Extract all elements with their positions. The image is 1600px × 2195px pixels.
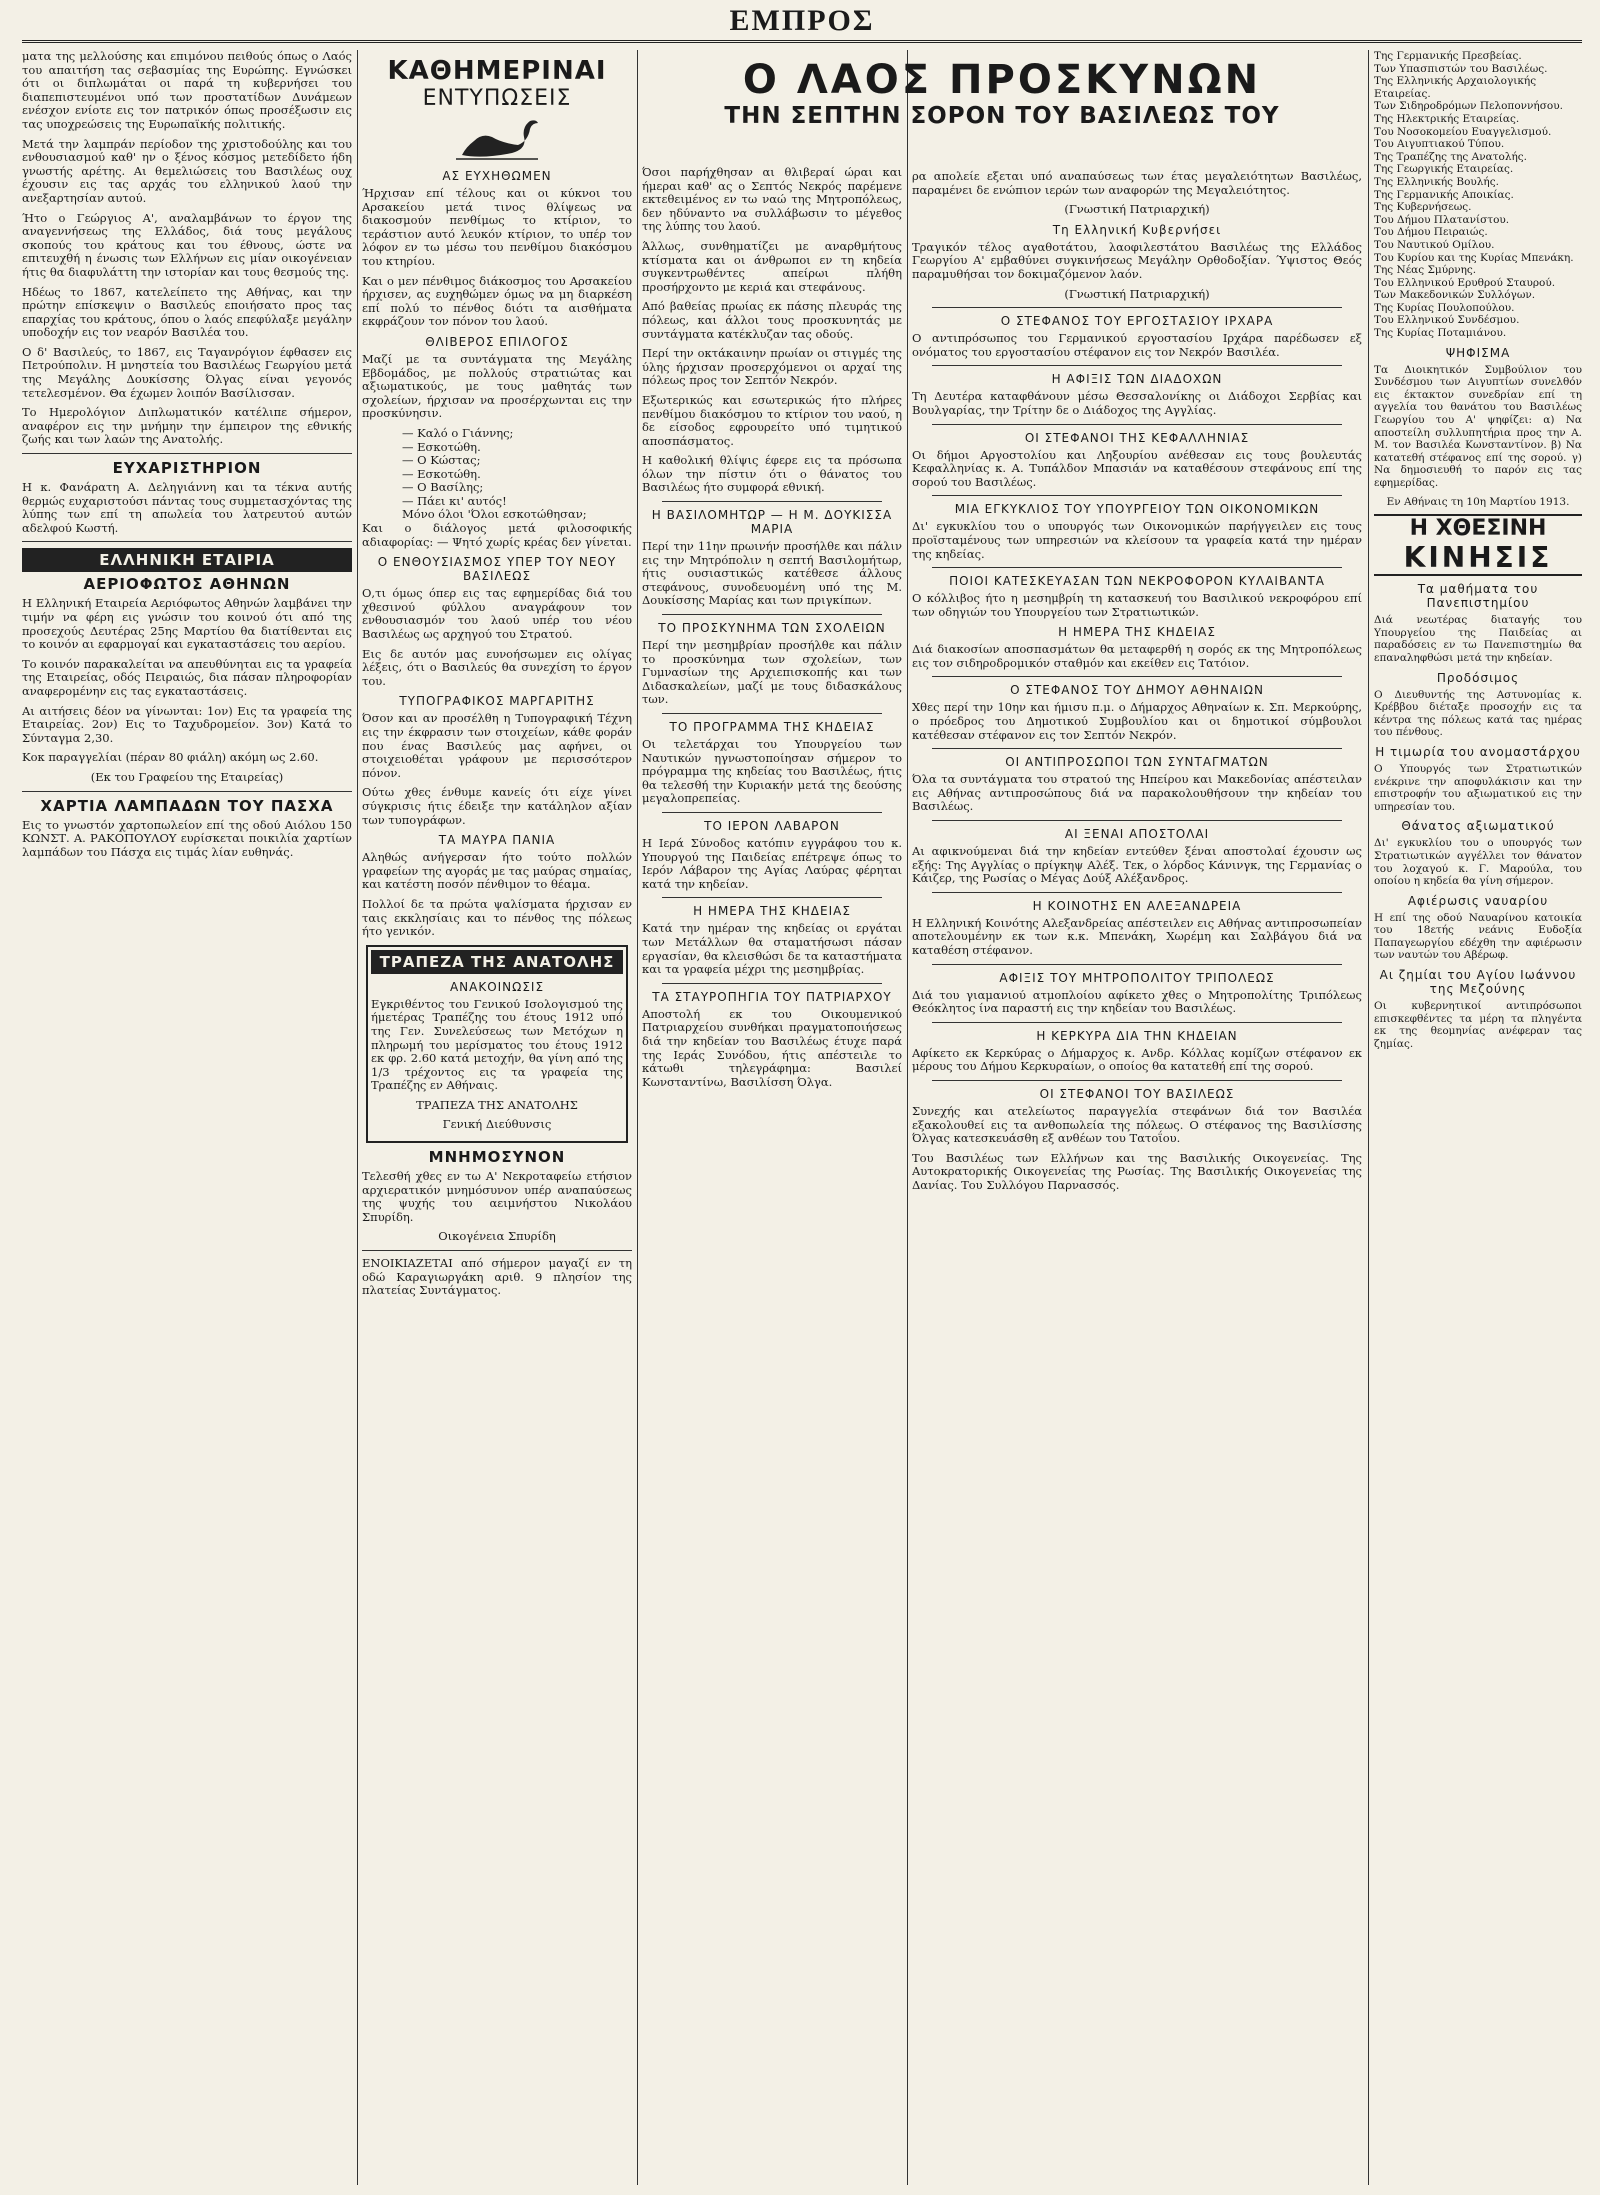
section-heading: ΟΙ ΣΤΕΦΑΝΟΙ ΤΗΣ ΚΕΦΑΛΛΗΝΙΑΣ bbox=[1024, 430, 1250, 445]
article-paragraph: Δι' εγκυκλίου του ο υπουργός των Οικονομικών παρήγγειλεν εις τους προϊσταμένους των υπηρεσιών να κλείσουν τα γραφεία κατά την ημέραν της κηδείας. bbox=[912, 519, 1362, 561]
article-paragraph: Χθες περί την 10ην και ήμισυ π.μ. ο Δήμαρχος Αθηναίων κ. Σπ. Μερκούρης, ο πρόεδρος του Δημοτικού Συμβουλίου και οι δημοτικοί σύμβουλοι κατέθεσαν στέφανον εις τον Σεπτόν Νεκρόν. bbox=[912, 700, 1362, 742]
column-rule bbox=[1368, 50, 1369, 2185]
bank-signature-sub: Γενική Διεύθυνσις bbox=[442, 1117, 552, 1132]
section-heading: ΤΟ ΠΡΟΣΚΥΝΗΜΑ ΤΩΝ ΣΧΟΛΕΙΩΝ bbox=[658, 621, 886, 636]
list-item: Των Μακεδονικών Συλλόγων. bbox=[1374, 289, 1536, 302]
headline: Ο ΛΑΟΣ ΠΡΟΣΚΥΝΩΝ bbox=[742, 57, 1262, 103]
section-heading: ΠΟΙΟΙ ΚΑΤΕΣΚΕΥΑΣΑΝ ΤΩΝ ΝΕΚΡΟΦΟΡΟΝ ΚΥΛΑΙΒΑΝΤΑ bbox=[949, 574, 1325, 589]
bank-subtitle: ΑΝΑΚΟΙΝΩΣΙΣ bbox=[449, 979, 545, 994]
gas-company-title: ΕΛΛΗΝΙΚΗ ΕΤΑΙΡΙΑ bbox=[22, 548, 352, 572]
dialogue-line: — Πάει κι' αυτός! bbox=[402, 493, 507, 508]
news-paragraph: Ο Υπουργός των Στρατιωτικών ενέκρινε την αποφυλάκισιν και την επιστροφήν του αξιωματικού εις την υπηρεσίαν του. bbox=[1374, 762, 1582, 813]
divider bbox=[362, 1250, 632, 1251]
rent-ad: ΕΝΟΙΚΙΑΖΕΤΑΙ από σήμερον μαγαζί εν τη οδώ Καραγιωργάκη αριθ. 9 πλησίον της πλατείας Συντάγματος. bbox=[362, 1256, 632, 1298]
gas-paragraph: Η Ελληνική Εταιρεία Αεριόφωτος Αθηνών λαμβάνει την τιμήν να φέρη εις γνώσιν του κοινού ότι από της προσεχούς Δευτέρας 25ης Μαρτίου θα διατίθενται εις το κοινόν αι εφαρμογαί και εγκαταστάσεις του αερίου. bbox=[22, 596, 352, 652]
dialogue-line: — Ο Κώστας; bbox=[402, 453, 481, 468]
divider bbox=[662, 897, 882, 898]
column-rule bbox=[637, 50, 638, 2185]
resolution-signature: Εν Αθήναις τη 10η Μαρτίου 1913. bbox=[1386, 495, 1570, 508]
impression-paragraph: Όσον και αν προσέλθη η Τυπογραφική Τέχνη εις την έκφρασιν των στοιχείων, κάθε φοράν που ένας Βασιλεύς μας αφήνει, οι στοιχειοθέται γράφουν με περισσότερον πόνον. bbox=[362, 711, 632, 780]
column-4 bbox=[912, 170, 1362, 2185]
list-item: Της Νέας Σμύρνης. bbox=[1374, 264, 1477, 277]
thanks-title: ΕΥΧΑΡΙΣΤΗΡΙΟΝ bbox=[112, 459, 262, 478]
impression-paragraph: Ούτω χθες ένθυμε κανείς ότι είχε γίνει σύγκρισις ήτις έδειξε την κατάληλον αξίαν των τυπογράφων. bbox=[362, 785, 632, 827]
article-paragraph: Αφίκετο εκ Κερκύρας ο Δήμαρχος κ. Ανδρ. Κόλλας κομίζων στέφανον εκ μέρους του Δήμου Κερκυραίων, ο οποίος θα κατατεθή επί της σορού. bbox=[912, 1045, 1362, 1074]
movement-title-top: Η ΧΘΕΣΙΝΗ bbox=[1374, 514, 1582, 541]
section-heading: Η ΑΦΙΞΙΣ ΤΩΝ ΔΙΑΔΟΧΩΝ bbox=[1051, 372, 1223, 387]
news-heading: Η τιμωρία του ανομαστάρχου bbox=[1375, 744, 1581, 759]
news-heading: Τα μαθήματα του Πανεπιστημίου bbox=[1417, 582, 1539, 611]
article-paragraph: Το Ημερολόγιον Διπλωματικόν κατέλιπε σήμερον, αναφέρον εις την μνήμην την έμπειρον της εθνικής ζωής και των λαών της Ανατολής. bbox=[22, 405, 352, 447]
column-2 bbox=[362, 50, 632, 2185]
section-heading: ΑΙ ΞΕΝΑΙ ΑΠΟΣΤΟΛΑΙ bbox=[1064, 827, 1210, 842]
article-paragraph: Όσοι παρήχθησαν αι θλιβεραί ώραι και ήμεραι καθ' ας ο Σεπτός Νεκρός παρέμενε εκτεθειμένος εν τω ναώ της Μητροπόλεως, δεν ηδύναντο να συλλάβωσιν το μέγεθος της λύπης του λαού. bbox=[642, 165, 902, 234]
paper-ad-text: Εις το γνωστόν χαρτοπωλείον επί της οδού Αιόλου 150 ΚΩΝΣΤ. Α. ΡΑΚΟΠΟΥΛΟΥ ευρίσκεται ποικιλία χαρτίων λαμπάδων του Πάσχα εις τιμάς λίαν ευθηνάς. bbox=[22, 817, 352, 859]
section-heading: Τη Ελληνική Κυβερνήσει bbox=[1052, 222, 1222, 237]
column-5 bbox=[1374, 50, 1582, 2185]
section-heading: ΤΟ ΙΕΡΟΝ ΛΑΒΑΡΟΝ bbox=[704, 818, 840, 833]
list-item: Της Γερμανικής Αποικίας. bbox=[1374, 188, 1514, 201]
divider bbox=[932, 424, 1342, 425]
article-paragraph: Ήτο ο Γεώργιος Α', αναλαμβάνων το έργον της αναγεννήσεως της Ελλάδος, διά τους μεγάλους σκοπούς του κράτους και του έθνους, ώστε να επιτευχθή η ένωσις των Ελλήνων εις μίαν οικογένειαν ήτις θα διαφυλάττη την ιστορίαν και τους θεσμούς της. bbox=[22, 210, 352, 279]
divider bbox=[932, 365, 1342, 366]
impression-paragraph: Ήρχισαν επί τέλους και οι κύκνοι του Αρσακείου μετά τινος θλίψεως να διακοσμούν πενθίμως το κτίριον, το τεράστιον αυτό λευκόν κτίριον, το υπέρ τον λόφον εν τω μέσω του πενθίμου διακόσμου του κτηρίου. bbox=[362, 186, 632, 268]
impression-title: Ο ΕΝΘΟΥΣΙΑΣΜΟΣ ΥΠΕΡ ΤΟΥ ΝΕΟΥ ΒΑΣΙΛΕΩΣ bbox=[377, 555, 617, 584]
list-item: Της Κυρίας Πουλοπούλου. bbox=[1374, 301, 1515, 314]
daily-section-title: ΚΑΘΗΜΕΡΙΝΑΙ bbox=[387, 56, 607, 86]
news-paragraph: Ο Διευθυντής της Αστυνομίας κ. Κρέββου διέταξε προσοχήν εις τα κέντρα της πόλεως κατά τας ημέρας του πένθους. bbox=[1374, 688, 1582, 739]
article-paragraph: Τραγικόν τέλος αγαθοτάτου, λαοφιλεστάτου Βασιλέως της Ελλάδος Γεωργίου Α' εμβαθύνει συγκινήσεως Μεγάλην Ορθοδοξίαν. Ύψιστος Θεός παραμυθήσαι τον δοκιμαζόμενον λαόν. bbox=[912, 239, 1362, 281]
divider bbox=[22, 791, 352, 792]
section-heading: Ο ΣΤΕΦΑΝΟΣ ΤΟΥ ΕΡΓΟΣΤΑΣΙΟΥ ΙΡΧΑΡΑ bbox=[1000, 314, 1274, 329]
divider bbox=[932, 567, 1342, 568]
subheadline: ΤΗΝ ΣΕΠΤΗΝ ΣΟΡΟΝ ΤΟΥ ΒΑΣΙΛΕΩΣ ΤΟΥ bbox=[724, 103, 1280, 129]
memorial-title: ΜΝΗΜΟΣΥΝΟΝ bbox=[428, 1148, 566, 1167]
section-paragraph: Περί την μεσημβρίαν προσήλθε και πάλιν το προσκύνημα των σχολείων, των Γυμνασίων της Αρχιεπισκοπής και των Διδασκαλείων, μαζί με τους διδασκάλους των. bbox=[642, 638, 902, 707]
list-item: Της Κυρίας Ποταμιάνου. bbox=[1374, 327, 1507, 340]
article-paragraph: Μετά την λαμπράν περίοδον της χριστοδούλης και του ενθουσιασμού καθ' ην ο ξένος κόσμος μετεδίδετο ήδη γνωστής αρέτης. Αι θεμελιώσεις του Βασιλέως ουχ έχουσιν εις τας αρχάς του ελληνικού λαού την ανεξαρτησίαν αυτού. bbox=[22, 136, 352, 205]
news-heading: Προδόσιμος bbox=[1436, 670, 1520, 685]
article-paragraph: Αι αφικνούμεναι διά την κηδείαν εντεύθεν ξέναι αποστολαί έχουσιν ως εξής: Της Αγγλίας ο πρίγκηψ Αλέξ. Τεκ, ο λόρδος Κάνινγκ, της Γερμανίας ο Κάιζερ, της Ρωσίας ο Μέγας Δούξ Αλέξανδρος. bbox=[912, 844, 1362, 886]
section-heading: ΟΙ ΑΝΤΙΠΡΟΣΩΠΟΙ ΤΩΝ ΣΥΝΤΑΓΜΑΤΩΝ bbox=[1005, 755, 1269, 770]
list-item: Του Δήμου Πειραιώς. bbox=[1374, 226, 1488, 239]
section-paragraph: Οι τελετάρχαι του Υπουργείου των Ναυτικών ηγνωστοποίησαν σήμερον το πρόγραμμα της κηδείας του Βασιλέως, ήτις θα τελεσθή την Κυριακήν μετά της δεούσης μεγαλοπρεπείας. bbox=[642, 737, 902, 806]
article-paragraph: Από βαθείας πρωίας εκ πάσης πλευράς της πόλεως, και άλλοι τους προσκυνητάς με συντάγματα κατέκλυζαν τας οδούς. bbox=[642, 299, 902, 341]
list-item: Του Ελληνικού Ερυθρού Σταυρού. bbox=[1374, 276, 1556, 289]
gas-paragraph: Κοκ παραγγελίαι (πέραν 80 φιάλη) ακόμη ως 2.60. bbox=[22, 750, 319, 765]
section-heading: ΟΙ ΣΤΕΦΑΝΟΙ ΤΟΥ ΒΑΣΙΛΕΩΣ bbox=[1039, 1086, 1235, 1101]
gas-company-subtitle: ΑΕΡΙΟΦΩΤΟΣ ΑΘΗΝΩΝ bbox=[83, 575, 291, 594]
divider bbox=[932, 748, 1342, 749]
section-paragraph: Περί την 11ην πρωινήν προσήλθε και πάλιν εις την Μητρόπολιν η σεπτή Βασιλομήτωρ, ήτις ουσιαστικώς κατέθεσε άλλους στεφάνους, συνοδευομένη υπό της Μ. Δουκίσσης Μαρίας και των πριγκίπων. bbox=[642, 539, 902, 608]
article-paragraph: Ηδέως το 1867, κατελείπετο της Αθήνας, και την πρώτην επίσκεψιν ο Βασιλεύς εποιήσατο προς τας επαρχίας του κράτους, όπου ο λαός επεφύλαξε μεγάλην υποδοχήν εις τον νεαρόν Βασιλέα του. bbox=[22, 284, 352, 340]
section-heading: Η ΚΕΡΚΥΡΑ ΔΙΑ ΤΗΝ ΚΗΔΕΙΑΝ bbox=[1036, 1028, 1238, 1043]
movement-title: ΚΙΝΗΣΙΣ bbox=[1374, 541, 1582, 576]
bank-notice bbox=[366, 945, 628, 1143]
impression-title: ΤΑ ΜΑΥΡΑ ΠΑΝΙΑ bbox=[438, 833, 556, 848]
gas-paragraph: Το κοινόν παρακαλείται να απευθύνηται εις τα γραφεία της Εταιρείας, οδός Πειραιώς, δια πάσαν πληροφορίαν αναφερομένην εις τας εγκαταστάσεις. bbox=[22, 656, 352, 698]
dialogue-line: — Καλό ο Γιάννης; bbox=[402, 425, 514, 440]
article-paragraph: Άλλως, συνθηματίζει με αναρθμήτους κτίσματα και οι άνθρωποι εν τη κηδεία συγκεντρωθέντες απείρωι πλήθη προσήρχοντο με κεριά και στεφάνους. bbox=[642, 238, 902, 294]
section-paragraph: Κατά την ημέραν της κηδείας οι εργάται των Μετάλλων θα σταματήσωσι πάσαν εργασίαν, θα κλεισθώσι δε τα καταστήματα και τα γραφεία μέχρι της μεσημβρίας. bbox=[642, 921, 902, 977]
bank-text: Εγκριθέντος του Γενικού Ισολογισμού της ήμετέρας Τραπέζης του έτους 1912 υπό της Γεν. Συνελεύσεως των Μετόχων η πληρωμή του μερίσματος του έτους 1912 εκ φρ. 2.60 κατά μετοχήν, θα γίνη από της 1/3 τρέχοντος εις τα γραφεία της Τραπέζης εν Αθήναις. bbox=[371, 996, 623, 1093]
dialogue bbox=[362, 427, 632, 522]
column-rule bbox=[357, 50, 358, 2185]
article-paragraph: Ο κόλλιβος ήτο η μεσημβρίη τη κατασκευή του Βασιλικού νεκροφόρου επί των οδηγιών του Υπουργείου των Στρατιωτικών. bbox=[912, 591, 1362, 619]
article-paragraph: Διά διακοσίων αποσπασμάτων θα μεταφερθή η σορός εκ της Μητροπόλεως εις τον σιδηροδρομικόν σταθμόν και εκείθεν εις Τατόιον. bbox=[912, 642, 1362, 670]
impression-paragraph: Και ο μεν πένθιμος διάκοσμος του Αρσακείου ήρχισεν, ας ευχηθώμεν όμως να μη διαρκέση επί πολύ το πένθος διότι τα αισθήματα εκφράζουν τον πόνον του λαού. bbox=[362, 273, 632, 329]
dialogue-line: — Εσκοτώθη. bbox=[402, 439, 481, 454]
list-item: Της Ελληνικής Βουλής. bbox=[1374, 175, 1499, 188]
divider bbox=[932, 1022, 1342, 1023]
column-rule bbox=[907, 50, 908, 2185]
gas-note: (Εκ του Γραφείου της Εταιρείας) bbox=[90, 769, 284, 784]
news-heading: Θάνατος αξιωματικού bbox=[1401, 819, 1555, 834]
resolution-text: Τα Διοικητικόν Συμβούλιον του Συνδέσμου των Αιγυπτίων συνελθόν εις έκτακτον συνεδρίαν επί τη αγγελία του θανάτου του Βασιλέως Γεωργίου του Α' ψηφίζει: α) Να αποστείλη συλλυπητήρια προς την Α. Μ. τον Βασιλέα Κωνσταντίνον. β) Να κατατεθή στέφανος επί της σορού. γ) Να δημοσιευθή το παρόν εις τας εφημερίδας. bbox=[1374, 363, 1582, 489]
list-item: Της Γερμανικής Πρεσβείας. bbox=[1374, 50, 1522, 62]
article-paragraph: Οι δήμοι Αργοστολίου και Ληξουρίου ανέθεσαν εις τους βουλευτάς Κεφαλληνίας κ. Α. Τυπάλδον Μπασιάν να καταθέσουν στεφάνους επί της σορού του Βασιλέως. bbox=[912, 447, 1362, 489]
memorial-text: Τελεσθή χθες εν τω Α' Νεκροταφείω ετήσιον αρχιερατικόν μνημόσυνον υπέρ αναπαύσεως της ψυχής του αειμνήστου Νικολάου Σπυρίδη. bbox=[362, 1169, 632, 1224]
impression-title: ΑΣ ΕΥΧΗΘΩΜΕΝ bbox=[442, 169, 552, 183]
swan-icon bbox=[452, 115, 542, 163]
section-heading: ΑΦΙΞΙΣ ΤΟΥ ΜΗΤΡΟΠΟΛΙΤΟΥ ΤΡΙΠΟΛΕΩΣ bbox=[999, 970, 1275, 985]
divider bbox=[932, 676, 1342, 677]
divider bbox=[932, 307, 1342, 308]
section-heading: Η ΗΜΕΡΑ ΤΗΣ ΚΗΔΕΙΑΣ bbox=[1058, 625, 1216, 640]
paper-ad-title: ΧΑΡΤΙΑ ΛΑΜΠΑΔΩΝ ΤΟΥ ΠΑΣΧΑ bbox=[40, 796, 334, 815]
article-paragraph: Όλα τα συντάγματα του στρατού της Ηπείρου και Μακεδονίας απέστειλαν εις Αθήνας αντιπροσώπους διά να παρακολουθήσουν την κηδείαν του Βασιλέως. bbox=[912, 772, 1362, 814]
memorial-signature: Οικογένεια Σπυρίδη bbox=[438, 1229, 556, 1244]
news-paragraph: Διά νεωτέρας διαταγής του Υπουργείου της Παιδείας αι παραδόσεις εν τω Πανεπιστημίω θα επαναληφθώσι μετά την κηδείαν. bbox=[1374, 614, 1582, 664]
source-note: (Γνωστική Πατριαρχική) bbox=[1064, 286, 1210, 301]
list-item: Της Ελληνικής Αρχαιολογικής Εταιρείας. bbox=[1374, 75, 1537, 100]
article-paragraph: Συνεχής και ατελείωτος παραγγελία στεφάνων διά τον Βασιλέα εξακολουθεί εις τα ανθοπωλεία της πόλεως. Ο στέφανος της Βασιλίσσης Όλγας κατεσκευάσθη εξ ανθέων του Τατοΐου. bbox=[912, 1103, 1362, 1146]
section-heading: Η ΚΟΙΝΟΤΗΣ ΕΝ ΑΛΕΞΑΝΔΡΕΙΑ bbox=[1032, 898, 1242, 913]
article-paragraph: Τη Δευτέρα καταφθάνουν μέσω Θεσσαλονίκης οι Διάδοχοι Σερβίας και Βουλγαρίας, την Τρίτην δε ο Διάδοχος της Αγγλίας. bbox=[912, 389, 1362, 417]
article-paragraph: Του Βασιλέως των Ελλήνων και της Βασιλικής Οικογενείας. Της Αυτοκρατορικής Οικογενείας της Ρωσίας. Της Βασιλικής Οικογενείας της Δανίας. Του Συλλόγου Παρνασσός. bbox=[912, 1150, 1362, 1192]
article-paragraph: ρα απολείε εξεται υπό αναπαύσεως των έτας μεγαλειότητων Βασιλέως, παραμένει δε ενώπιον ιερών των αναφορών της Μεγαλειότητος. bbox=[912, 170, 1362, 197]
impression-paragraph: Πολλοί δε τα πρώτα ψαλίσματα ήρχισαν εν ταις εκκλησίαις και το πένθος της πόλεως ήτο γενικόν. bbox=[362, 896, 632, 939]
impression-paragraph: Εις δε αυτόν μας ευνοήσωμεν εις ολίγας λέξεις, ότι ο Βασιλεύς θα συνεχίση το έργον του. bbox=[362, 646, 632, 688]
masthead: ΕΜΠΡΟΣ bbox=[729, 4, 875, 37]
list-item: Του Νοσοκομείου Ευαγγελισμού. bbox=[1374, 125, 1552, 138]
news-heading: Αι ζημίαι του Αγίου Ιωάννου της Μεζούνης bbox=[1379, 968, 1577, 997]
dialogue-line: — Εσκοτώθη. bbox=[402, 466, 481, 481]
section-heading: Η ΒΑΣΙΛΟΜΗΤΩΡ — Η Μ. ΔΟΥΚΙΣΣΑ ΜΑΡΙΑ bbox=[651, 508, 893, 537]
divider bbox=[662, 812, 882, 813]
impressions-title: ΕΝΤΥΠΩΣΕΙΣ bbox=[422, 86, 572, 111]
section-paragraph: Η Ιερά Σύνοδος κατόπιν εγγράφου του κ. Υπουργού της Παιδείας επέτρεψε όπως το Ιερόν Λάβαρον της Αγίας Λαύρας φέρηται κατά την κηδείαν. bbox=[642, 835, 902, 891]
list-item: Του Ναυτικού Ομίλου. bbox=[1374, 238, 1495, 251]
divider bbox=[662, 983, 882, 984]
section-paragraph: Αποστολή εκ του Οικουμενικού Πατριαρχείου συνθήκαι πραγματοποιήσεως διά την κηδείαν του Βασιλέως έτυχε παρά της Ιεράς Συνόδου, ήτις απέστειλε το κάτωθι τηλεγράφημα: Βασιλεί Κωνσταντίνω, Βασιλίσση Όλγα. bbox=[642, 1006, 902, 1089]
divider bbox=[662, 614, 882, 615]
top-rule bbox=[22, 40, 1582, 43]
impression-paragraph: Αληθώς ανήγερσαν ήτο τούτο πολλών γραφείων της αγοράς με τας μαύρας σημαίας, και κατέστη ποσόν πένθιμον το θέαμα. bbox=[362, 850, 632, 892]
list-item: Του Κυρίου και της Κυρίας Μπενάκη. bbox=[1374, 251, 1574, 264]
bank-title: ΤΡΑΠΕΖΑ ΤΗΣ ΑΝΑΤΟΛΗΣ bbox=[371, 950, 623, 974]
divider bbox=[22, 541, 352, 542]
dialogue-line: — Ο Βασίλης; bbox=[402, 480, 484, 495]
section-heading: ΤΑ ΣΤΑΥΡΟΠΗΓΙΑ ΤΟΥ ΠΑΤΡΙΑΡΧΟΥ bbox=[652, 989, 892, 1004]
article-paragraph: Περί την οκτάκαινην πρωίαν οι στιγμές της ύλης ήρχισαν προσερχόμενοι οι αρχαί της πόλεως προς τον Σεπτόν Νεκρόν. bbox=[642, 346, 902, 388]
article-paragraph: Ο αντιπρόσωπος του Γερμανικού εργοστασίου Ιρχάρα παρέδωσεν εξ ονόματος του εργοστασίου στέφανον εις τον Νεκρόν Βασιλέα. bbox=[912, 331, 1362, 359]
section-heading: Η ΗΜΕΡΑ ΤΗΣ ΚΗΔΕΙΑΣ bbox=[693, 904, 851, 919]
list-item: Των Υπασπιστών του Βασιλέως. bbox=[1374, 62, 1548, 75]
bank-signature: ΤΡΑΠΕΖΑ ΤΗΣ ΑΝΑΤΟΛΗΣ bbox=[416, 1097, 578, 1112]
article-paragraph: ματα της μελλούσης και επιμόνου πειθούς όπως ο Λαός του απαιτήση τας σεβασμίας της Ευρώπης. Εγνώσκει ότι οι διπλωμάται οι παρά τη κυβερνήσει του διαπεπιστευμένοι υπό των προστατίδων Δυνάμεων ενέσχον ενίοτε εις τον πατρικόν όπως προσέξωσιν εις τας υποχρεώσεις της Ευρωπαϊκής πολιτικής. bbox=[22, 50, 352, 131]
section-heading: ΤΟ ΠΡΟΓΡΑΜΜΑ ΤΗΣ ΚΗΔΕΙΑΣ bbox=[669, 720, 875, 734]
impression-title: ΘΛΙΒΕΡΟΣ ΕΠΙΛΟΓΟΣ bbox=[425, 334, 569, 349]
article-paragraph: Η καθολική θλίψις έφερε εις τα πρόσωπα όλων την πίστιν ότι ο θάνατος του Βασιλέως ήτο συμφορά εθνική. bbox=[642, 453, 902, 495]
news-paragraph: Δι' εγκυκλίου του ο υπουργός των Στρατιωτικών αγγέλλει τον θάνατον του λοχαγού κ. Γ. Μαρούλα, του οποίου η κηδεία θα γίνη σήμερον. bbox=[1374, 837, 1582, 888]
divider bbox=[932, 820, 1342, 821]
divider bbox=[932, 1080, 1342, 1081]
dialogue-line: Μόνο όλοι 'Όλοι εσκοτώθησαν; bbox=[402, 507, 587, 522]
list-item: Των Σιδηροδρόμων Πελοποννήσου. bbox=[1374, 100, 1563, 113]
column-1 bbox=[22, 50, 352, 2185]
divider bbox=[662, 501, 882, 502]
column-3 bbox=[642, 50, 902, 2185]
divider bbox=[932, 495, 1342, 496]
article-paragraph: Εξωτερικώς και εσωτερικώς ήτο πλήρες πενθίμου διακόσμου το κτίριον του ναού, η δε είσοδος εφρουρείτο υπό τιμητικού αποσπάσματος. bbox=[642, 392, 902, 448]
thanks-text: Η κ. Φανάρατη Α. Δεληγιάννη και τα τέκνα αυτής θερμώς ευχαριστούσι πάντας τους συμμετασχόντας της λύπης των επί τη απωλεία του λατρευτού αυτών αδελφού Κωστή. bbox=[22, 480, 352, 535]
article-paragraph: Διά του γιαμανιού ατμοπλοίου αφίκετο χθες ο Μητροπολίτης Τριπόλεως Θεόκλητος ίνα παραστή εις την κηδείαν του Βασιλέως. bbox=[912, 987, 1362, 1016]
news-paragraph: Η επί της οδού Ναυαρίνου κατοικία του 18ετής νεάνις Ευδοξία Παπαγεωργίου εδέχθη την αφιέρωσιν των ναυτών του Αβέρωφ. bbox=[1374, 911, 1582, 962]
list-item: Της Τραπέζης της Ανατολής. bbox=[1374, 150, 1527, 163]
list-item: Του Αιγυπτιακού Τύπου. bbox=[1374, 138, 1505, 151]
news-heading: Αφιέρωσις ναυαρίου bbox=[1407, 893, 1549, 908]
section-heading: ΜΙΑ ΕΓΚΥΚΛΙΟΣ ΤΟΥ ΥΠΟΥΡΓΕΙΟΥ ΤΩΝ ΟΙΚΟΝΟΜΙΚΩΝ bbox=[954, 502, 1320, 517]
headline-banner bbox=[642, 52, 1362, 138]
impression-title: ΤΥΠΟΓΡΑΦΙΚΟΣ ΜΑΡΓΑΡΙΤΗΣ bbox=[399, 694, 595, 709]
source-note: (Γνωστική Πατριαρχική) bbox=[1064, 202, 1210, 217]
list-item: Της Γεωργικής Εταιρείας. bbox=[1374, 163, 1514, 176]
list-item: Της Ηλεκτρικής Εταιρείας. bbox=[1374, 112, 1520, 125]
list-item: Του Δήμου Πλατανίστου. bbox=[1374, 213, 1510, 226]
impression-paragraph: Και ο διάλογος μετά φιλοσοφικής αδιαφορίας: — Ψητό χωρίς κρέας δεν γίνεται. bbox=[362, 521, 632, 549]
divider bbox=[932, 892, 1342, 893]
article-paragraph: Η Ελληνική Κοινότης Αλεξανδρείας απέστειλεν εις Αθήνας αντιπροσωπείαν αποτελουμένην εκ των κ.κ. Μπενάκη, Χωρέμη και Σαλβάγου διά να καταθέση στέφανον. bbox=[912, 915, 1362, 957]
list-item: Του Ελληνικού Συνδέσμου. bbox=[1374, 314, 1520, 327]
gas-paragraph: Αι αιτήσεις δέον να γίνωνται: 1ον) Εις τα γραφεία της Εταιρείας. 2ον) Εις το Ταχυδρομείον. 3ον) Κατά το Σύνταγμα 2,30. bbox=[22, 703, 352, 745]
resolution-title: ΨΗΦΙΣΜΑ bbox=[1445, 345, 1511, 360]
news-paragraph: Οι κυβερνητικοί αντιπρόσωποι επισκεφθέντες τα μέρη τα πληγέντα εκ της θεομηνίας ανέφεραν τας ζημίας. bbox=[1374, 1000, 1582, 1050]
divider bbox=[22, 453, 352, 454]
section-heading: Ο ΣΤΕΦΑΝΟΣ ΤΟΥ ΔΗΜΟΥ ΑΘΗΝΑΙΩΝ bbox=[1010, 683, 1264, 698]
impression-paragraph: Ο,τι όμως όπερ εις τας εφημερίδας διά του χθεσινού φύλλου αναγράφουν τον ενθουσιασμόν του λαού υπέρ του νέου Βασιλέως ως αρχηγού του Στρατού. bbox=[362, 586, 632, 642]
newspaper-page bbox=[22, 0, 1582, 2195]
wreath-list bbox=[1374, 50, 1582, 340]
divider bbox=[662, 713, 882, 714]
list-item: Της Κυβερνήσεως. bbox=[1374, 201, 1472, 214]
impression-paragraph: Μαζί με τα συντάγματα της Μεγάλης Εβδομάδος, με πολλούς στρατιώτας και αξιωματικούς, με τους μαθητάς των σχολείων, ήρχισαν να προσέρχωνται εις την προσκύνησιν. bbox=[362, 351, 632, 421]
article-paragraph: Ο δ' Βασιλεύς, το 1867, εις Ταγανρόγιον έφθασεν εις Πετρούπολιν. Η μνηστεία του Βασιλέως Γεωργίου μετά της Μεγάλης Δουκίσσης Όλγας είναι γεγονός τετελεσμένον. Θα έχωμεν λοιπόν Βασίλισσαν. bbox=[22, 344, 352, 400]
divider bbox=[932, 964, 1342, 965]
